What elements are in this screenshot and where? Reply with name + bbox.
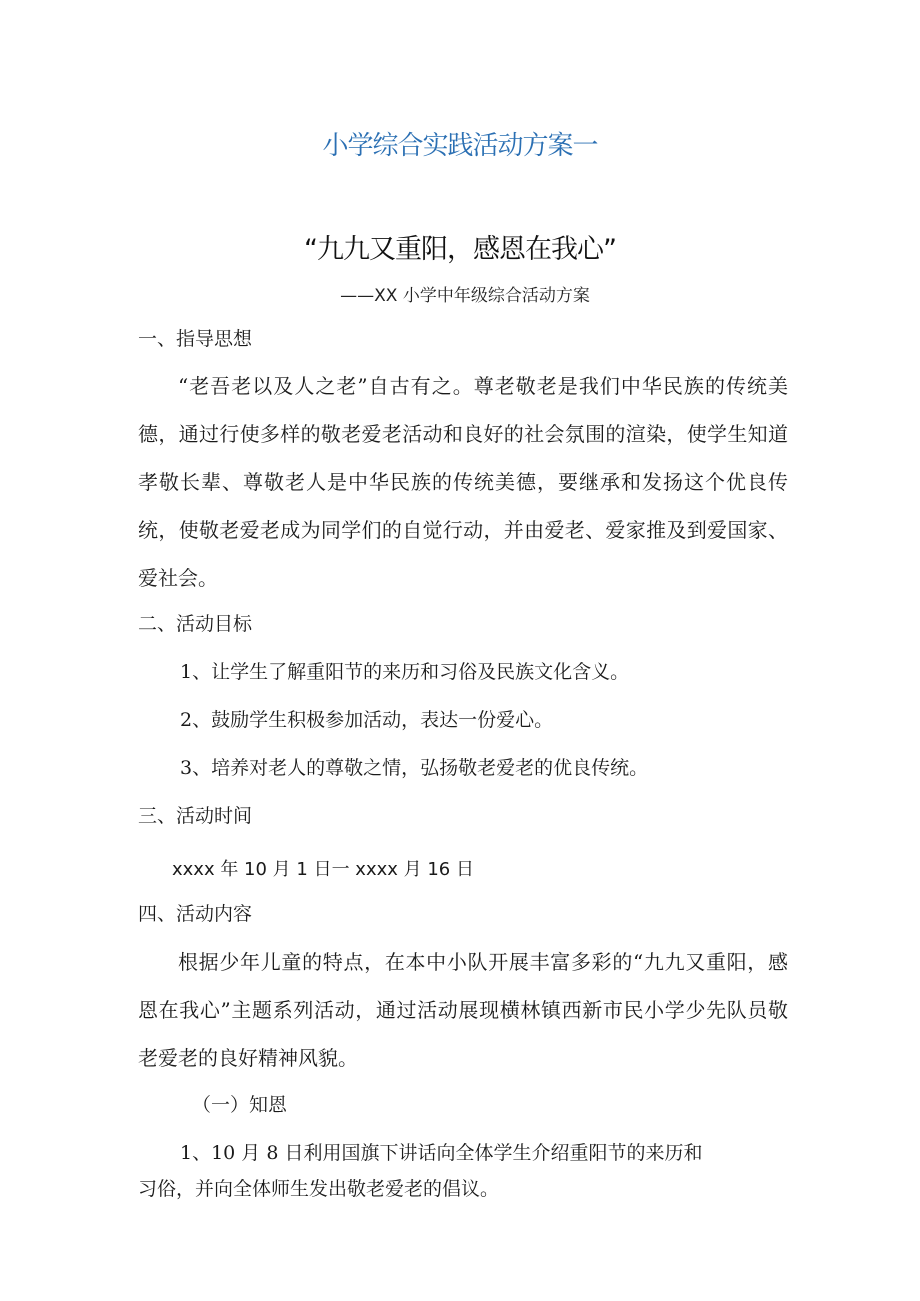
zhien-item-line-1-text: 1、10 月 8 日利用国旗下讲话向全体学生介绍重阳节的来历和 bbox=[180, 1142, 703, 1164]
goal-item-3: 3、培养对老人的尊敬之情，弘扬敬老爱老的优良传统。 bbox=[180, 757, 649, 779]
goal-item-2: 2、鼓励学生积极参加活动，表达一份爱心。 bbox=[180, 709, 554, 731]
guiding-paragraph: “老吾老以及人之老”自古有之。尊老敬老是我们中华民族的传统美德，通过行使多样的敬老爱老活动和良好的社会氛围的渲染，使学生知道孝敬长辈、尊敬老人是中华民族的传统美德，要继承和发扬这个优良传统，使敬老爱老成为同学们的自觉行动，并由爱老、爱家推及到爱国家、爱社会。 bbox=[138, 374, 788, 590]
zhien-item-1 bbox=[138, 1135, 758, 1207]
section-heading-goals: 二、活动目标 bbox=[138, 613, 253, 635]
activity-date-range: xxxx 年 10 月 1 日一 xxxx 月 16 日 bbox=[172, 859, 474, 880]
section-heading-content: 四、活动内容 bbox=[138, 903, 253, 925]
document-title: 小学综合实践活动方案一 bbox=[322, 131, 598, 161]
content-paragraph: 根据少年儿童的特点，在本中小队开展丰富多彩的“九九又重阳，感恩在我心”主题系列活动，通过活动展现横林镇西新市民小学少先队员敬老爱老的良好精神风貌。 bbox=[138, 950, 788, 1070]
section-heading-time: 三、活动时间 bbox=[138, 805, 253, 827]
sub-heading-zhien: （一）知恩 bbox=[192, 1094, 288, 1116]
activity-byline: ——XX 小学中年级综合活动方案 bbox=[340, 286, 590, 306]
zhien-item-line-2: 习俗，并向全体师生发出敬老爱老的倡议。 bbox=[138, 1178, 500, 1200]
activity-subtitle: “九九又重阳，感恩在我心” bbox=[304, 234, 616, 265]
zhien-item-line-1 bbox=[138, 1135, 758, 1171]
goal-item-1: 1、让学生了解重阳节的来历和习俗及民族文化含义。 bbox=[180, 661, 630, 683]
section-heading-guiding: 一、指导思想 bbox=[138, 328, 253, 350]
